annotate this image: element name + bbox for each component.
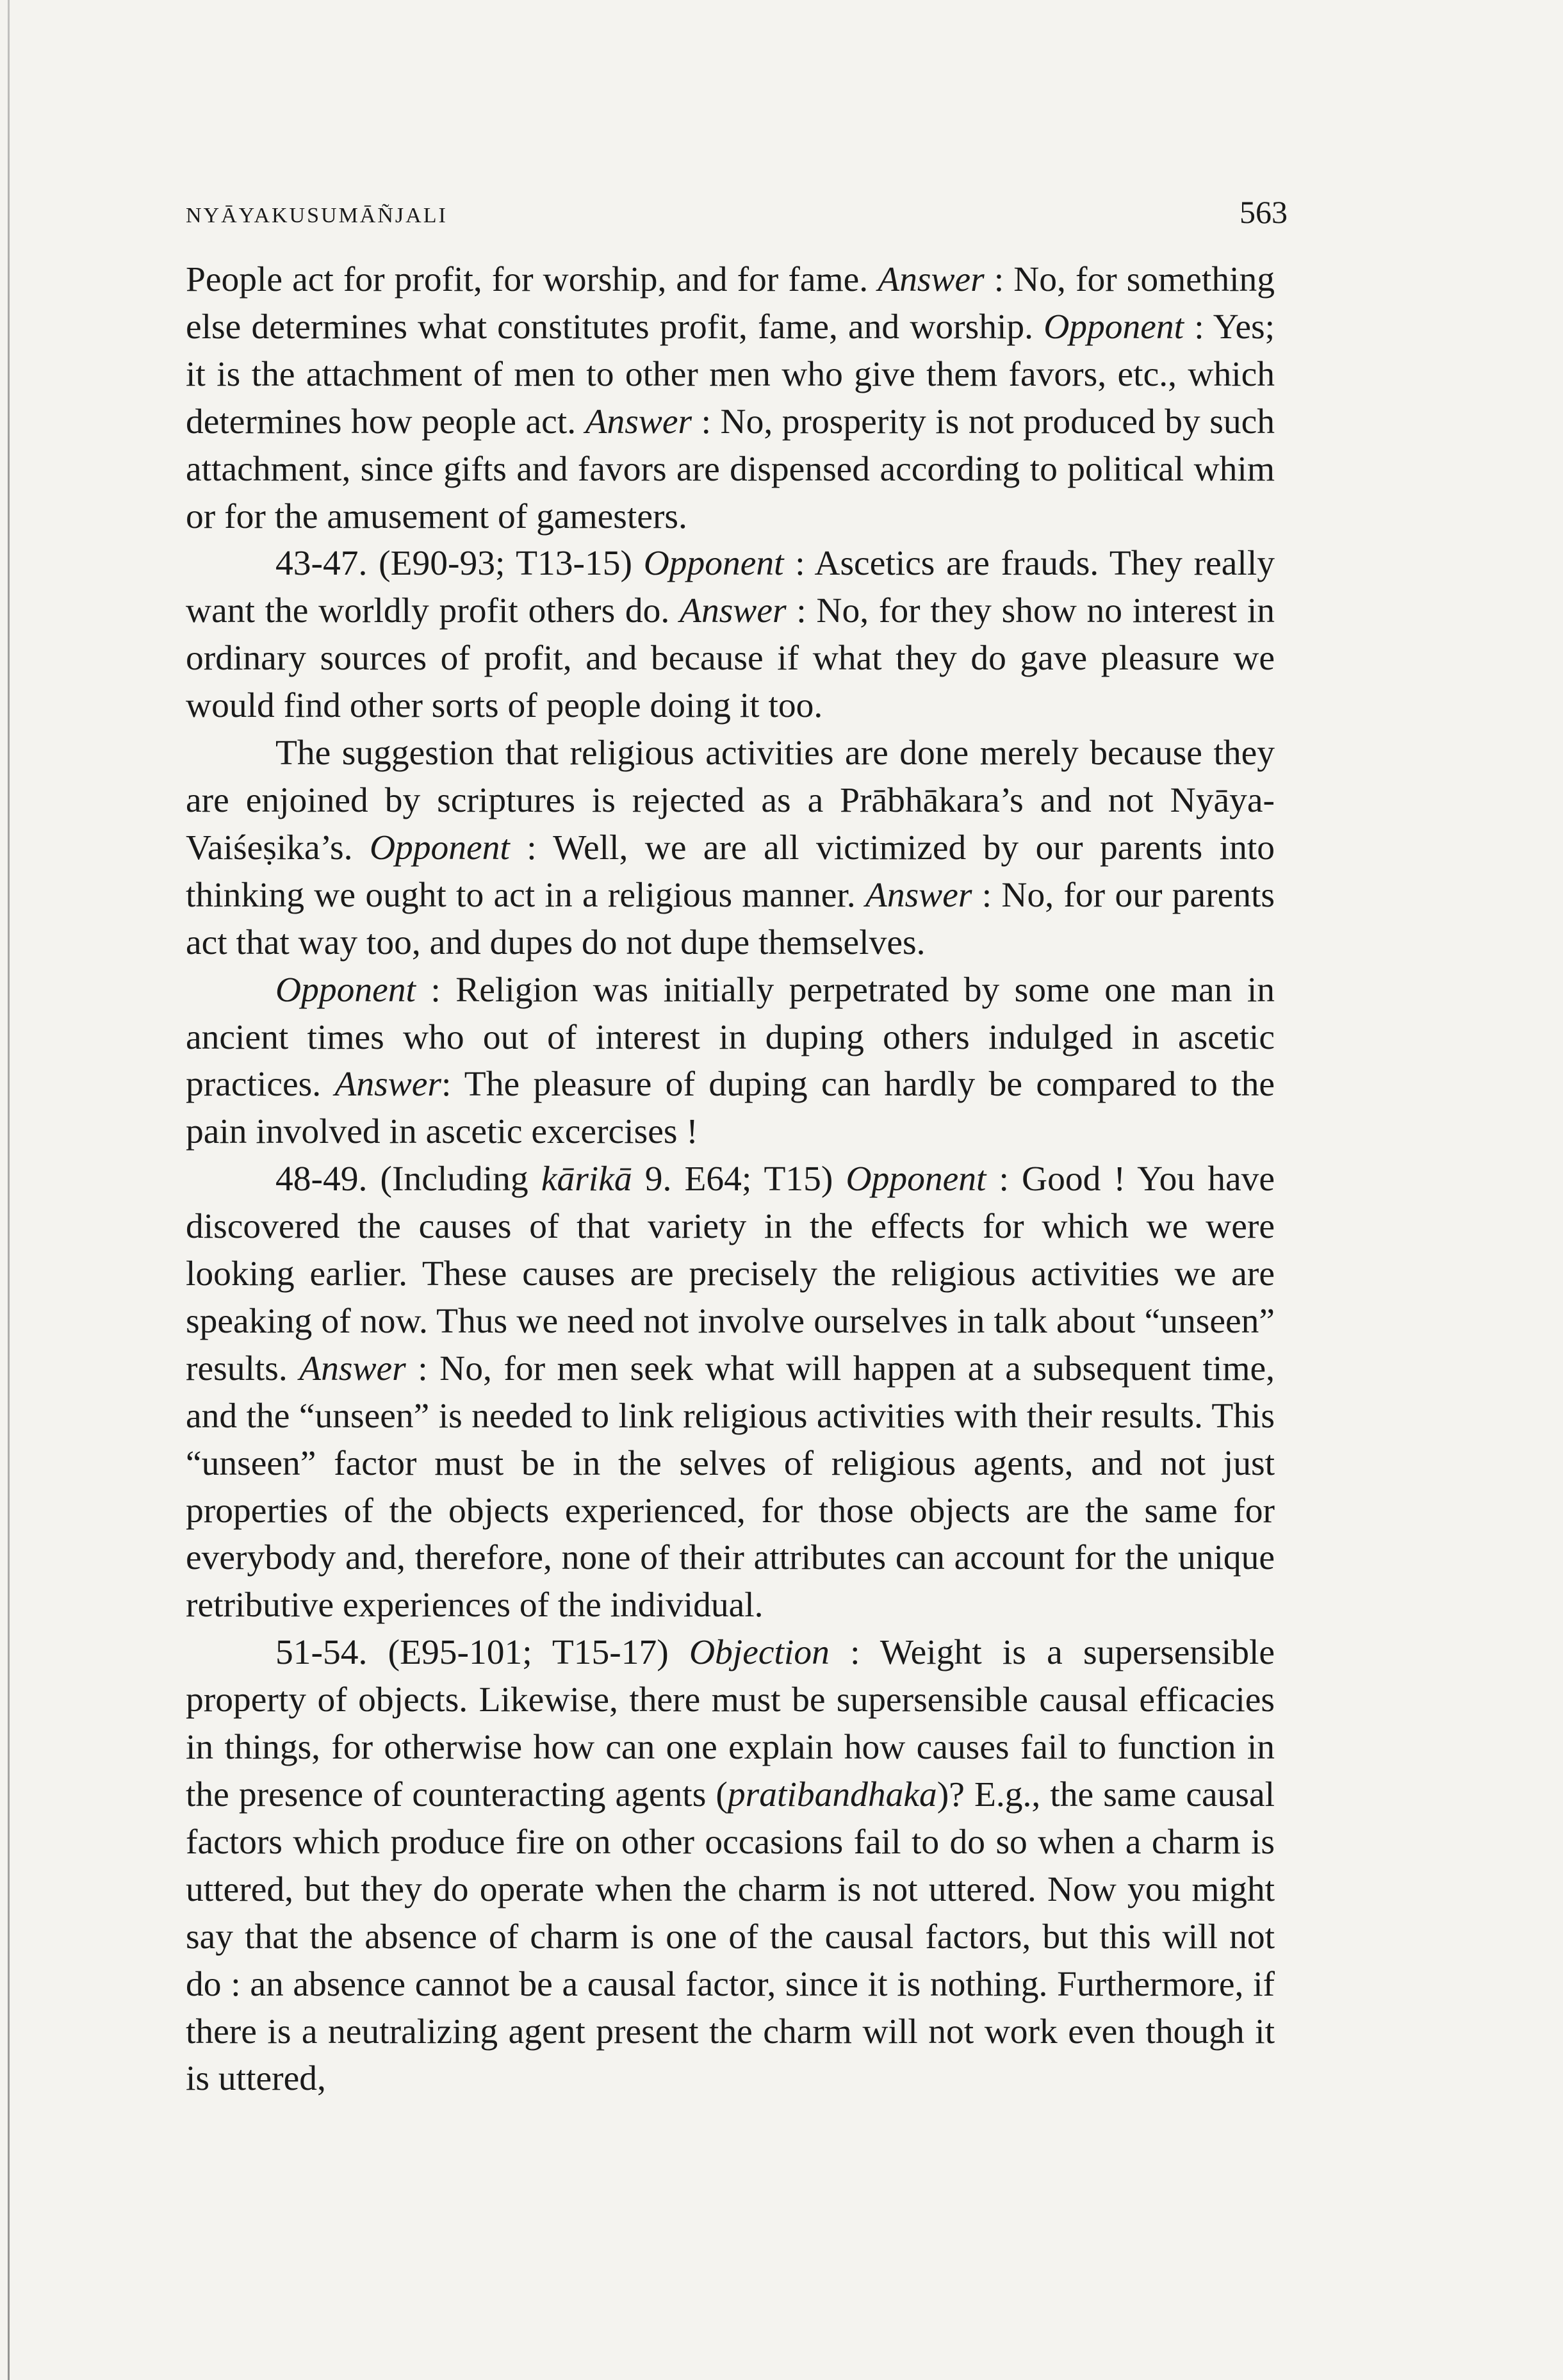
- gutter-shadow: [8, 0, 10, 2380]
- text-run: : Religion was initially perpetrated by some one man in ancient times who out of interest in duping others indulged in ascetic practices.: [186, 970, 1275, 1104]
- text-run: : Weight is a supersensible property of objects. Likewise, there must be supersensible causal efficacies in things, for otherwise how can one explain how causes fail to function in the presence of counteracting agents (: [186, 1633, 1275, 1814]
- running-head: NYĀYAKUSUMĀÑJALI: [186, 204, 448, 227]
- text-run: : No, for something else determines what constitutes profit, fame, and worship.: [186, 260, 1275, 347]
- italic-term: Opponent: [369, 828, 510, 867]
- text-run: : No, for our parents act that way too, and dupes do not dupe themselves.: [186, 875, 1275, 962]
- italic-term: kārikā: [541, 1160, 632, 1199]
- text-run: : No, for men seek what will happen at a subsequent time, and the “unseen” is needed to link religious activities with their results. This “unseen” factor must be in the selves of religious agents, and not just properties of the objects experienced, for those objects are the same for everybody and, therefore, none of their attributes can account for the unique retributive experiences of the individual.: [186, 1349, 1275, 1625]
- italic-term: Answer: [334, 1065, 441, 1104]
- text-run: 51-54. (E95-101; T15-17): [275, 1633, 689, 1673]
- italic-term: Answer: [865, 875, 972, 915]
- italic-term: Opponent: [846, 1160, 986, 1199]
- italic-term: Opponent: [1043, 307, 1184, 347]
- body-text: [186, 256, 1275, 2103]
- paragraph: [186, 1629, 1275, 2103]
- paragraph: [186, 256, 1275, 540]
- italic-term: pratibandhaka: [727, 1775, 937, 1814]
- italic-term: Answer: [878, 260, 985, 299]
- text-run: The suggestion that religious activities are done merely because they are enjoined by scriptures is rejected as a Prābhākara’s and not Nyāya-Vaiśeṣika’s.: [186, 734, 1275, 867]
- text-run: : The pleasure of duping can hardly be compared to the pain involved in ascetic excercises !: [186, 1065, 1275, 1152]
- italic-term: Answer: [680, 591, 787, 631]
- italic-term: Answer: [585, 402, 692, 441]
- paragraph: [186, 1156, 1275, 1629]
- text-run: 9. E64; T15): [632, 1160, 846, 1199]
- text-run: : Ascetics are frauds. They really want the worldly profit others do.: [186, 544, 1275, 631]
- text-run: : Good ! You have discovered the causes of that variety in the effects for which we were looking earlier. These causes are precisely the religious activities we are speaking of now. Thus we need not involve ourselves in talk about “unseen” results.: [186, 1160, 1275, 1388]
- text-run: : Well, we are all victimized by our parents into thinking we ought to act in a religious manner.: [186, 828, 1275, 915]
- paragraph: [186, 730, 1275, 967]
- text-run: )? E.g., the same causal factors which produce fire on other occasions fail to do so when a charm is uttered, but they do operate when the charm is not uttered. Now you might say that the absence of charm is one of the causal factors, but this will not do : an absence cannot be a causal factor, since it is nothing. Furthermore, if there is a neutralizing agent present the charm will not work even though it is uttered,: [186, 1775, 1275, 2099]
- paragraph: [186, 967, 1275, 1156]
- italic-term: Objection: [689, 1633, 830, 1673]
- text-run: 43-47. (E90-93; T13-15): [275, 544, 644, 584]
- text-run: : No, prosperity is not produced by such attachment, since gifts and favors are dispensed according to political whim or for the amusement of gamesters.: [186, 402, 1275, 536]
- text-run: 48-49. (Including: [275, 1160, 541, 1199]
- paragraph: [186, 540, 1275, 730]
- text-run: : Yes; it is the attachment of men to other men who give them favors, etc., which determines how people act.: [186, 307, 1275, 441]
- italic-term: Answer: [299, 1349, 406, 1388]
- italic-term: Opponent: [275, 970, 416, 1010]
- text-run: : No, for they show no interest in ordinary sources of profit, and because if what they do gave pleasure we would find other sorts of people doing it too.: [186, 591, 1275, 726]
- text-run: People act for profit, for worship, and for fame.: [186, 260, 878, 299]
- page-number: 563: [1240, 194, 1288, 230]
- italic-term: Opponent: [643, 544, 784, 584]
